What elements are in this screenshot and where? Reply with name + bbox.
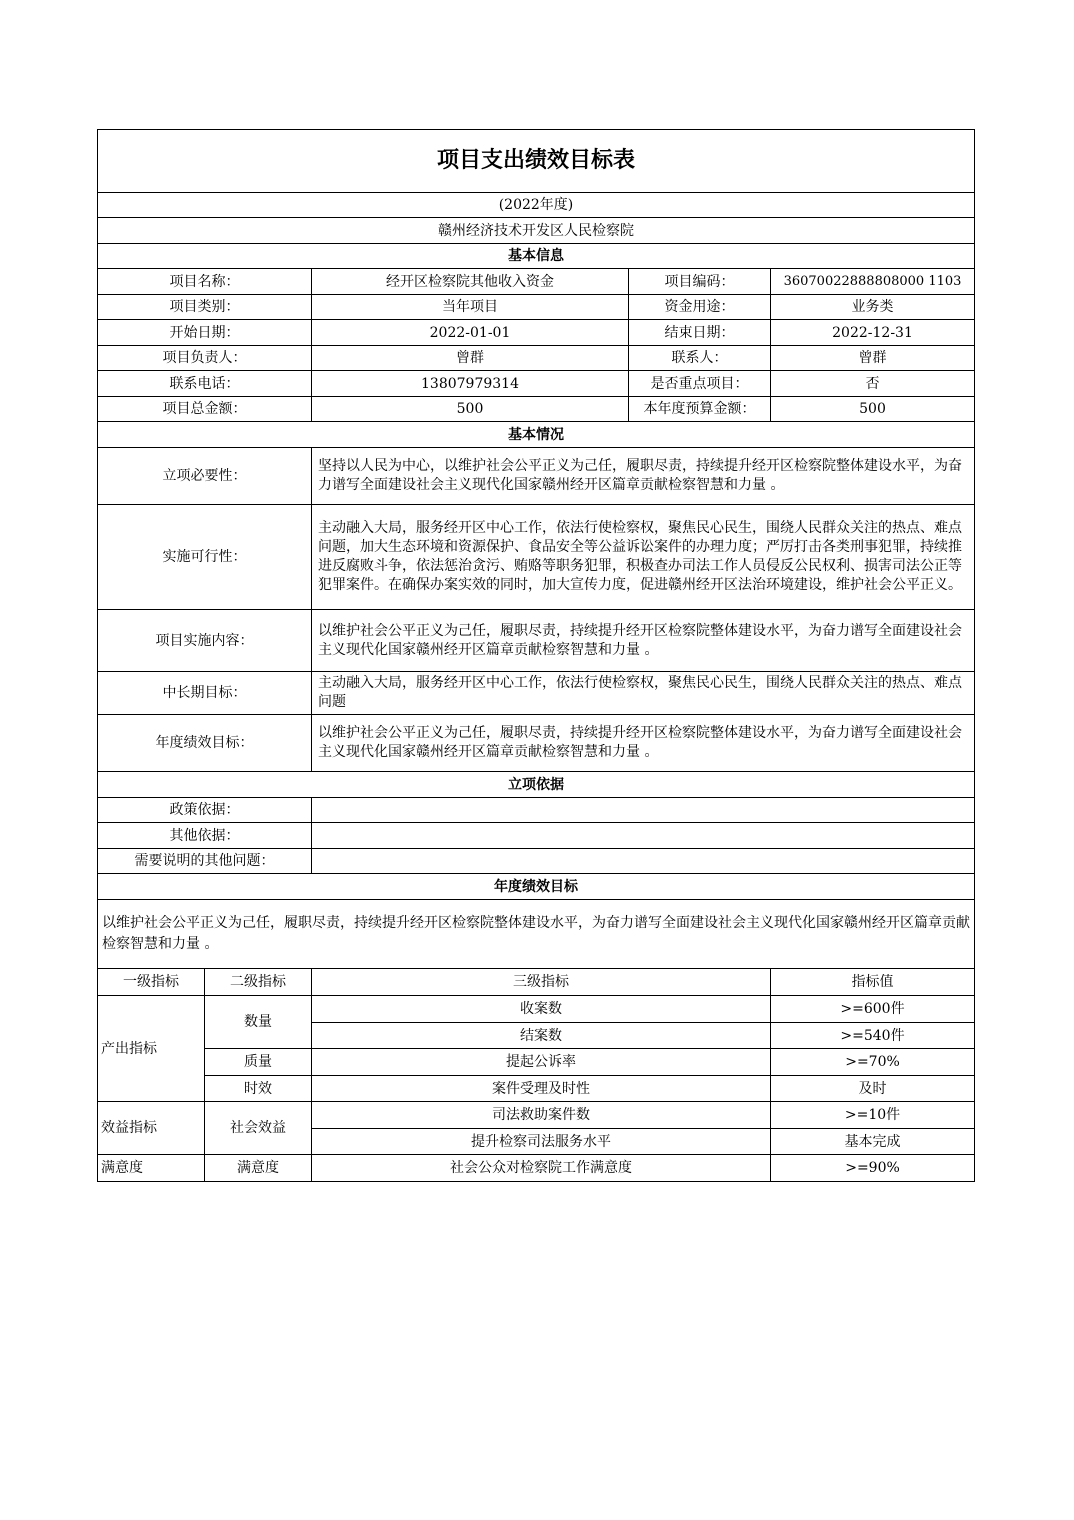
indicator-value: >=90% <box>771 1155 975 1182</box>
value-project-leader: 曾群 <box>312 346 629 371</box>
subgroup-quality: 质量 <box>205 1049 312 1076</box>
value-project-code: 36070022888808000 1103 <box>771 269 975 295</box>
label-feasibility: 实施可行性： <box>98 505 312 610</box>
value-fund-usage: 业务类 <box>771 295 975 320</box>
indicator-value: >=600件 <box>771 996 975 1023</box>
label-annual-budget: 本年度预算金额： <box>629 397 771 422</box>
subgroup-satisfaction: 满意度 <box>205 1155 312 1182</box>
label-project-name: 项目名称： <box>98 269 312 295</box>
value-annual-budget: 500 <box>771 397 975 422</box>
indicator-value: 及时 <box>771 1076 975 1102</box>
value-key-project: 否 <box>771 371 975 397</box>
unit-name: 赣州经济技术开发区人民检察院 <box>98 218 975 244</box>
indicator-value: >=540件 <box>771 1023 975 1049</box>
label-necessity: 立项必要性： <box>98 448 312 505</box>
label-project-code: 项目编码： <box>629 269 771 295</box>
header-level2: 二级指标 <box>205 969 312 996</box>
value-project-name: 经开区检察院其他收入资金 <box>312 269 629 295</box>
label-contact-person: 联系人： <box>629 346 771 371</box>
label-other-issues: 需要说明的其他问题： <box>98 849 312 874</box>
indicator-value: 基本完成 <box>771 1129 975 1155</box>
value-total-amount: 500 <box>312 397 629 422</box>
label-start-date: 开始日期： <box>98 320 312 346</box>
indicator-name: 案件受理及时性 <box>312 1076 771 1102</box>
annual-goal-text: 以维护社会公平正义为己任，履职尽责，持续提升经开区检察院整体建设水平，为奋力谱写全面建设社会主义现代化国家赣州经开区篇章贡献检察智慧和力量 。 <box>98 900 975 969</box>
subgroup-social: 社会效益 <box>205 1102 312 1155</box>
text-necessity: 坚持以人民为中心，以维护社会公平正义为己任，履职尽责，持续提升经开区检察院整体建设水平，为奋力谱写全面建设社会主义现代化国家赣州经开区篇章贡献检察智慧和力量 。 <box>312 448 975 505</box>
subgroup-timeliness: 时效 <box>205 1076 312 1102</box>
subgroup-quantity: 数量 <box>205 996 312 1049</box>
header-level3: 三级指标 <box>312 969 771 996</box>
text-long-term-goal: 主动融入大局，服务经开区中心工作，依法行使检察权，聚焦民心民生，围绕人民群众关注的热点、难点问题 <box>312 672 975 715</box>
page-title: 项目支出绩效目标表 <box>98 130 975 193</box>
value-phone: 13807979314 <box>312 371 629 397</box>
indicator-name: 提升检察司法服务水平 <box>312 1129 771 1155</box>
fiscal-year: (2022年度) <box>98 193 975 218</box>
text-implementation-content: 以维护社会公平正义为己任，履职尽责，持续提升经开区检察院整体建设水平，为奋力谱写全面建设社会主义现代化国家赣州经开区篇章贡献检察智慧和力量 。 <box>312 610 975 672</box>
performance-target-table <box>97 129 975 1182</box>
indicator-value: >=10件 <box>771 1102 975 1129</box>
indicator-name: 司法救助案件数 <box>312 1102 771 1129</box>
text-annual-goal: 以维护社会公平正义为己任，履职尽责，持续提升经开区检察院整体建设水平，为奋力谱写全面建设社会主义现代化国家赣州经开区篇章贡献检察智慧和力量 。 <box>312 715 975 772</box>
label-policy-basis: 政策依据： <box>98 798 312 823</box>
label-phone: 联系电话： <box>98 371 312 397</box>
label-total-amount: 项目总金额： <box>98 397 312 422</box>
value-start-date: 2022-01-01 <box>312 320 629 346</box>
indicator-value: >=70% <box>771 1049 975 1076</box>
section-annual-goal: 年度绩效目标 <box>98 874 975 900</box>
group-benefit: 效益指标 <box>98 1102 205 1155</box>
text-policy-basis <box>312 798 975 823</box>
label-implementation-content: 项目实施内容： <box>98 610 312 672</box>
label-project-leader: 项目负责人： <box>98 346 312 371</box>
value-contact-person: 曾群 <box>771 346 975 371</box>
text-other-basis <box>312 823 975 849</box>
label-long-term-goal: 中长期目标： <box>98 672 312 715</box>
value-project-category: 当年项目 <box>312 295 629 320</box>
label-annual-goal: 年度绩效目标： <box>98 715 312 772</box>
header-level1: 一级指标 <box>98 969 205 996</box>
label-fund-usage: 资金用途： <box>629 295 771 320</box>
group-output: 产出指标 <box>98 996 205 1102</box>
text-other-issues <box>312 849 975 874</box>
indicator-name: 社会公众对检察院工作满意度 <box>312 1155 771 1182</box>
section-basic-info: 基本信息 <box>98 244 975 269</box>
label-key-project: 是否重点项目： <box>629 371 771 397</box>
label-project-category: 项目类别： <box>98 295 312 320</box>
group-satisfaction: 满意度 <box>98 1155 205 1182</box>
label-end-date: 结束日期： <box>629 320 771 346</box>
section-basis: 立项依据 <box>98 772 975 798</box>
indicator-name: 提起公诉率 <box>312 1049 771 1076</box>
value-end-date: 2022-12-31 <box>771 320 975 346</box>
header-value: 指标值 <box>771 969 975 996</box>
indicator-name: 结案数 <box>312 1023 771 1049</box>
label-other-basis: 其他依据： <box>98 823 312 849</box>
indicator-name: 收案数 <box>312 996 771 1023</box>
section-basic-situation: 基本情况 <box>98 422 975 448</box>
text-feasibility: 主动融入大局，服务经开区中心工作，依法行使检察权，聚焦民心民生，围绕人民群众关注的热点、难点问题，加大生态环境和资源保护、食品安全等公益诉讼案件的办理力度；严厉打击各类刑事犯罪，持续推进反腐败斗争，依法惩治贪污、贿赂等职务犯罪，积极查办司法工作人员侵反公民权利、损害司法公正等犯罪案件。在确保办案实效的同时，加大宣传力度，促进赣州经开区法治环境建设，维护社会公平正义。 <box>312 505 975 610</box>
